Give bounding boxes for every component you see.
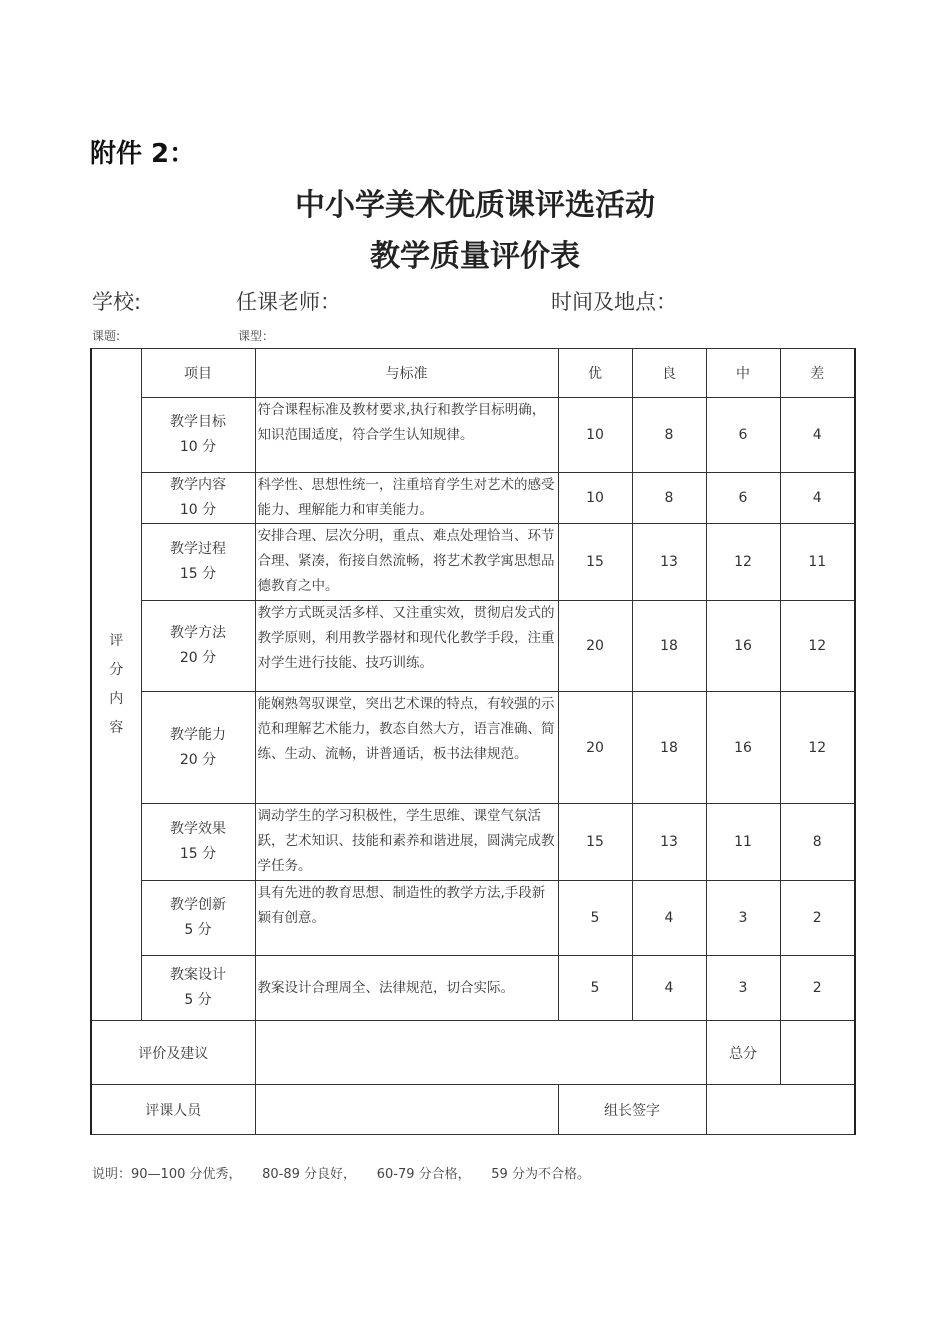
score-excellent: 15 bbox=[558, 524, 632, 601]
evaluators-label: 评课人员 bbox=[91, 1085, 255, 1135]
standard-cell: 教学方式既灵活多样、又注重实效，贯彻启发式的教学原则，利用教学器材和现代化教学手段，注重对学生进行技能、技巧训练。 bbox=[255, 601, 558, 692]
side-char: 分 bbox=[109, 661, 124, 678]
item-cell bbox=[141, 398, 255, 473]
item-cell bbox=[141, 601, 255, 692]
table-row bbox=[91, 804, 855, 881]
score-good: 18 bbox=[632, 601, 706, 692]
item-name: 教学创新 bbox=[170, 897, 226, 913]
item-points: 15 分 bbox=[179, 846, 217, 862]
score-excellent: 5 bbox=[558, 881, 632, 956]
standard-cell: 具有先进的教育思想、制造性的教学方法,手段新颖有创意。 bbox=[255, 881, 558, 956]
score-excellent: 10 bbox=[558, 398, 632, 473]
item-points: 20 分 bbox=[179, 751, 217, 768]
table-row bbox=[91, 881, 855, 956]
topic-label: 课题: bbox=[92, 329, 121, 343]
item-cell bbox=[141, 804, 255, 881]
item-points: 10 分 bbox=[179, 502, 217, 518]
grading-note: 说明：90—100 分优秀， 80-89 分良好， 60-79 分合格， 59 分为不合格。 bbox=[92, 1167, 590, 1182]
table-row bbox=[91, 473, 855, 524]
score-medium: 3 bbox=[706, 881, 780, 956]
comments-field[interactable] bbox=[255, 1021, 706, 1085]
side-char: 评 bbox=[109, 632, 124, 649]
score-medium: 11 bbox=[706, 804, 780, 881]
item-cell bbox=[141, 524, 255, 601]
score-medium: 3 bbox=[706, 956, 780, 1021]
score-good: 13 bbox=[632, 524, 706, 601]
score-good: 8 bbox=[632, 473, 706, 524]
score-poor: 12 bbox=[780, 601, 855, 692]
item-name: 教学效果 bbox=[170, 821, 226, 837]
score-poor: 4 bbox=[780, 473, 855, 524]
score-content-side-label bbox=[91, 349, 141, 1021]
item-points: 5 分 bbox=[184, 992, 212, 1008]
item-name: 教学目标 bbox=[170, 414, 226, 430]
comments-label: 评价及建议 bbox=[91, 1021, 255, 1085]
score-excellent: 15 bbox=[558, 804, 632, 881]
score-medium: 12 bbox=[706, 524, 780, 601]
table-row bbox=[91, 524, 855, 601]
score-excellent: 10 bbox=[558, 473, 632, 524]
score-poor: 2 bbox=[780, 881, 855, 956]
side-char: 内 bbox=[109, 690, 124, 707]
standard-cell: 符合课程标准及教材要求,执行和教学目标明确，知识范围适度，符合学生认知规律。 bbox=[255, 398, 558, 473]
score-poor: 11 bbox=[780, 524, 855, 601]
lesson-type-label: 课型： bbox=[238, 329, 275, 343]
score-good: 13 bbox=[632, 804, 706, 881]
score-poor: 2 bbox=[780, 956, 855, 1021]
score-good: 4 bbox=[632, 881, 706, 956]
standard-cell: 安排合理、层次分明，重点、难点处理恰当、环节合理、紧凑，衔接自然流畅，将艺术教学寓思想品德教育之中。 bbox=[255, 524, 558, 601]
score-excellent: 20 bbox=[558, 601, 632, 692]
score-excellent: 20 bbox=[558, 692, 632, 804]
item-points: 20 分 bbox=[179, 650, 217, 666]
standard-cell: 调动学生的学习积极性，学生思维、课堂气氛活跃，艺术知识、技能和素养和谐进展，圆满完成教学任务。 bbox=[255, 804, 558, 881]
item-cell bbox=[141, 956, 255, 1021]
item-name: 教学能力 bbox=[170, 726, 226, 743]
standard-cell: 科学性、思想性统一，注重培育学生对艺术的感受能力、理解能力和审美能力。 bbox=[255, 473, 558, 524]
time-place-label: 时间及地点： bbox=[551, 290, 677, 314]
score-poor: 8 bbox=[780, 804, 855, 881]
evaluators-field[interactable] bbox=[255, 1085, 558, 1135]
table-row bbox=[91, 601, 855, 692]
header-excellent: 优 bbox=[558, 349, 632, 398]
header-poor: 差 bbox=[780, 349, 855, 398]
school-label: 学校: bbox=[92, 290, 142, 314]
table-row bbox=[91, 692, 855, 804]
header-medium: 中 bbox=[706, 349, 780, 398]
table-header-row bbox=[91, 349, 855, 398]
evaluators-row bbox=[91, 1085, 855, 1135]
total-label: 总分 bbox=[706, 1021, 780, 1085]
score-excellent: 5 bbox=[558, 956, 632, 1021]
score-medium: 6 bbox=[706, 473, 780, 524]
page-title: 中小学美术优质课评选活动 bbox=[295, 188, 655, 223]
total-field[interactable] bbox=[780, 1021, 855, 1085]
page-subtitle: 教学质量评价表 bbox=[370, 239, 580, 274]
score-medium: 16 bbox=[706, 601, 780, 692]
evaluation-table bbox=[90, 348, 856, 1135]
item-cell bbox=[141, 473, 255, 524]
score-good: 4 bbox=[632, 956, 706, 1021]
item-cell bbox=[141, 692, 255, 804]
item-points: 15 分 bbox=[179, 566, 217, 582]
side-char: 容 bbox=[109, 719, 124, 736]
header-item: 项目 bbox=[141, 349, 255, 398]
item-name: 教学内容 bbox=[170, 477, 226, 493]
attachment-label: 附件 2： bbox=[90, 139, 196, 169]
standard-cell: 能娴熟驾驭课堂，突出艺术课的特点，有较强的示范和理解艺术能力，教态自然大方，语言准确、简练、生动、流畅，讲普通话，板书法律规范。 bbox=[255, 692, 558, 804]
score-good: 18 bbox=[632, 692, 706, 804]
header-standard: 与标准 bbox=[255, 349, 558, 398]
table-row bbox=[91, 956, 855, 1021]
leader-sign-label: 组长签字 bbox=[558, 1085, 706, 1135]
score-medium: 16 bbox=[706, 692, 780, 804]
score-medium: 6 bbox=[706, 398, 780, 473]
item-cell bbox=[141, 881, 255, 956]
item-points: 5 分 bbox=[184, 922, 212, 938]
item-name: 教学过程 bbox=[170, 541, 226, 557]
item-points: 10 分 bbox=[179, 439, 217, 455]
score-poor: 12 bbox=[780, 692, 855, 804]
comments-row bbox=[91, 1021, 855, 1085]
item-name: 教案设计 bbox=[170, 967, 226, 983]
standard-cell: 教案设计合理周全、法律规范，切合实际。 bbox=[255, 956, 558, 1021]
table-row bbox=[91, 398, 855, 473]
item-name: 教学方法 bbox=[170, 625, 226, 641]
header-good: 良 bbox=[632, 349, 706, 398]
score-poor: 4 bbox=[780, 398, 855, 473]
teacher-label: 任课老师： bbox=[236, 290, 341, 314]
leader-sign-field[interactable] bbox=[706, 1085, 855, 1135]
score-good: 8 bbox=[632, 398, 706, 473]
